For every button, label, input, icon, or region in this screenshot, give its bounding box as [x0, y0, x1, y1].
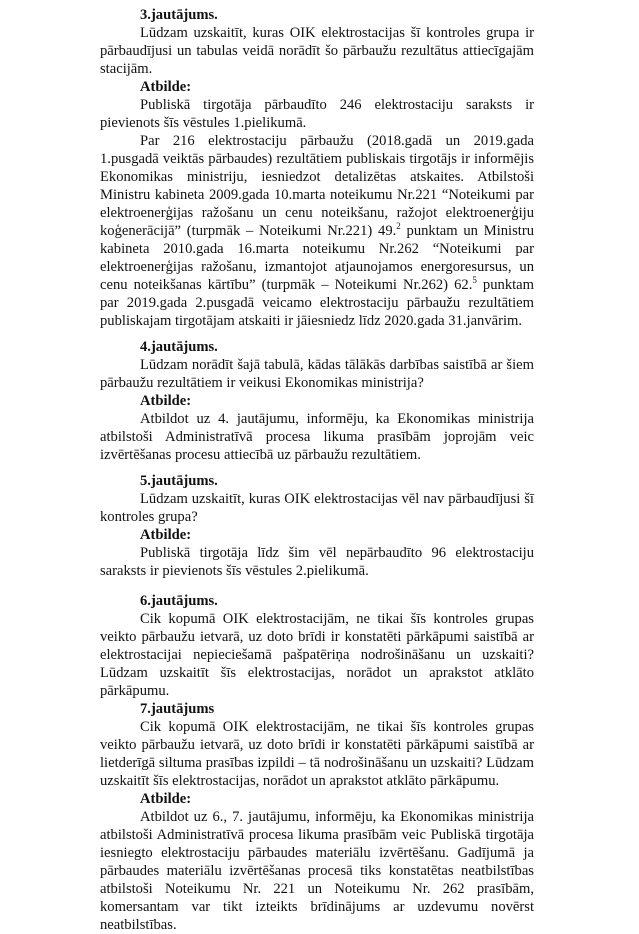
- question-4-heading: 4.jautājums.: [140, 339, 218, 355]
- answer-7-label: Atbilde:: [140, 791, 192, 807]
- document-page: [100, 6, 534, 934]
- question-3-text: Lūdzam uzskaitīt, kuras OIK elektrostacijas šī kontroles grupa ir pārbaudījusi un tabulas veidā norādīt šo pārbaužu rezultātus attiecīgajām stacijām.: [100, 25, 534, 77]
- answer-4-label: Atbilde:: [140, 393, 192, 409]
- answer-3-paragraph-1: Publiskā tirgotāja pārbaudīto 246 elektrostaciju saraksts ir pievienots šīs vēstules 1.pielikumā.: [100, 97, 534, 131]
- answer-7-text: Atbildot uz 6., 7. jautājumu, informēju, ka Ekonomikas ministrija atbilstoši Administratīvā procesa likuma prasībām veic Publiskā tirgotāja iesniegto elektrostaciju pārbaudes materiālu izvērtēšanu. Gadījumā ja pārbaudes materiālu izvērtēšanas procesā tiks konstatētas neatbilstības atbilstoši Noteikumu Nr. 221 un Noteikumu Nr. 262 prasībām, komersantam var tikt izteikts brīdinājums ar uzdevumu novērst neatbilstības.: [100, 809, 534, 933]
- question-5-heading: 5.jautājums.: [140, 473, 218, 489]
- answer-3-text-part-2: punktam un Ministru kabineta 2010.gada 16.marta noteikumu Nr.262 “Noteikumi par elektroenerģijas ražošanu, izmantojot atjaunojamos energoresursus, un cenu noteikšanas kārtību” (turpmāk – Noteikumi Nr.262) 62.: [100, 223, 534, 293]
- question-5-text: Lūdzam uzskaitīt, kuras OIK elektrostacijas vēl nav pārbaudījusi šī kontroles grupa?: [100, 491, 534, 525]
- question-6-heading: 6.jautājums.: [140, 593, 218, 609]
- question-7-heading: 7.jautājums: [140, 701, 215, 717]
- answer-3-text-part-1: Par 216 elektrostaciju pārbaužu (2018.gadā un 2019.gada 1.pusgadā veiktās pārbaudes) rezultātiem publiskais tirgotājs ir informējis Ekonomikas ministriju, iesniedzot detalizētas atskaites. Atbilstoši Ministru kabineta 2009.gada 10.marta noteikumu Nr.221 “Noteikumi par elektroenerģijas ražošanu un cenu noteikšanu, ražojot elektroenerģiju koģenerācijā” (turpmāk – Noteikumi Nr.221) 49.: [100, 133, 534, 239]
- footnote-superscript: 5: [472, 275, 477, 286]
- answer-3-text-part-3: punktam par 2019.gada 2.pusgadā veicamo elektrostaciju pārbaužu rezultātiem publiskajam tirgotājam atskaiti ir jāiesniedz līdz 2020.gada 31.janvārim.: [100, 277, 534, 329]
- answer-5-text: Publiskā tirgotāja līdz šim vēl nepārbaudīto 96 elektrostaciju saraksts ir pievienots šīs vēstules 2.pielikumā.: [100, 545, 534, 579]
- question-4-text: Lūdzam norādīt šajā tabulā, kādas tālākās darbības saistībā ar šiem pārbaužu rezultātiem ir veikusi Ekonomikas ministrija?: [100, 357, 534, 391]
- footnote-superscript: 2: [396, 221, 401, 232]
- question-7-text: Cik kopumā OIK elektrostacijām, ne tikai šīs kontroles grupas veikto pārbaužu ietvarā, uz doto brīdi ir konstatēti pārkāpumi saistībā ar lietderīgā siltuma prasības izpildi – tā nodrošināšanu un uzskaiti? Lūdzam uzskaitīt šīs elektrostacijas, norādot un aprakstot atklāto pārkāpumu.: [100, 719, 534, 789]
- answer-4-text: Atbildot uz 4. jautājumu, informēju, ka Ekonomikas ministrija atbilstoši Administratīvā procesa likuma prasībām joprojām veic izvērtēšanas procesu attiecībā uz pārbaužu rezultātiem.: [100, 411, 534, 463]
- answer-3-label: Atbilde:: [140, 79, 192, 95]
- answer-3-paragraph-2: [100, 132, 534, 330]
- question-3-heading: 3.jautājums.: [140, 7, 218, 23]
- answer-5-label: Atbilde:: [140, 527, 192, 543]
- question-6-text: Cik kopumā OIK elektrostacijām, ne tikai šīs kontroles grupas veikto pārbaužu ietvarā, uz doto brīdi ir konstatēti pārkāpumi saistībā ar elektrostacijai nepieciešamā pašpatēriņa nodrošināšanu un uzskaiti? Lūdzam uzskaitīt šīs elektrostacijas, norādot un aprakstot atklāto pārkāpumu.: [100, 611, 534, 699]
